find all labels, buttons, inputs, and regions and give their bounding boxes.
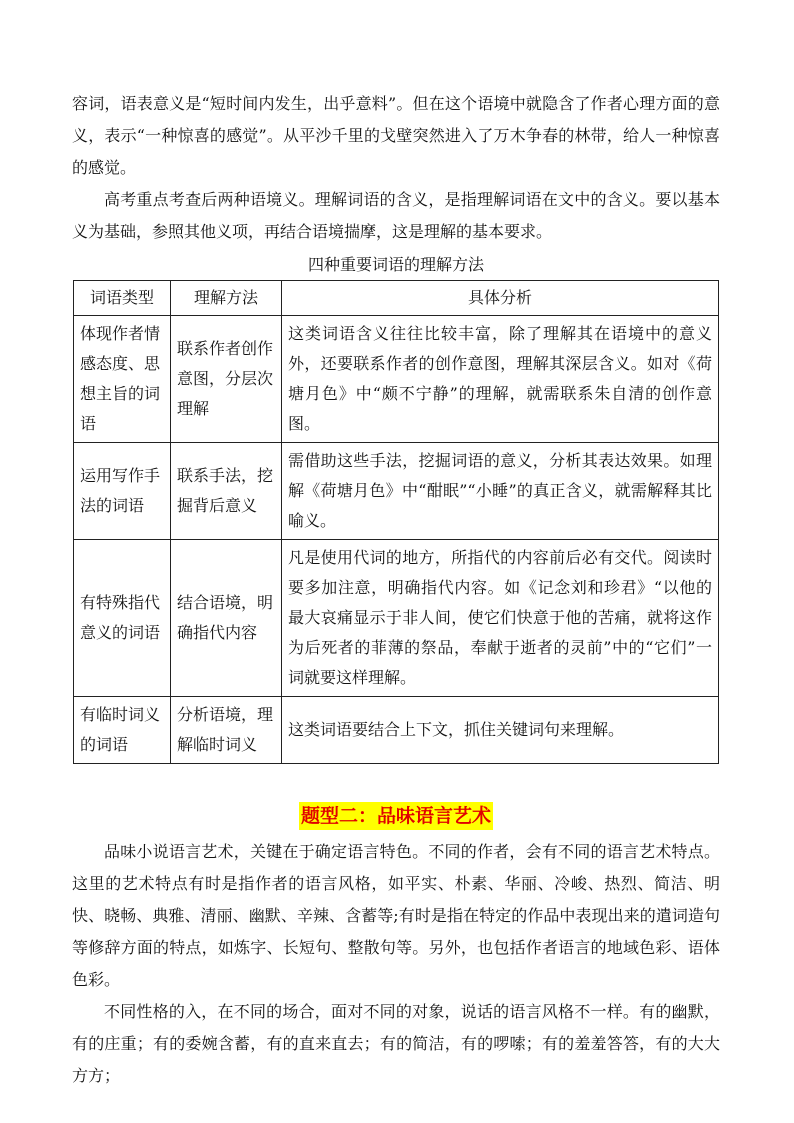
cell-word-type: 有特殊指代意义的词语 [74, 540, 171, 697]
cell-word-type: 运用写作手法的词语 [74, 443, 171, 540]
cell-method: 结合语境，明确指代内容 [171, 540, 282, 697]
cell-analysis: 这类词语要结合上下文，抓住关键词句来理解。 [282, 697, 719, 764]
word-method-table [73, 280, 719, 764]
intro-paragraph-1: 容词，语表意义是“短时间内发生，出乎意料”。但在这个语境中就隐含了作者心理方面的意义，表示“一种惊喜的感觉”。从平沙千里的戈壁突然进入了万木争春的林带，给人一种惊喜的感觉。 [72, 94, 720, 177]
header-word-type: 词语类型 [74, 281, 171, 316]
document-page [72, 88, 720, 1092]
cell-analysis: 需借助这些手法，挖掘词语的意义，分析其表达效果。如理解《荷塘月色》中“酣眠”“小睡”的真正含义，就需解释其比喻义。 [282, 443, 719, 540]
cell-word-type: 有临时词义的词语 [74, 697, 171, 764]
table-row [74, 443, 719, 540]
section-heading: 题型二：品味语言艺术 [299, 802, 493, 830]
table-row [74, 540, 719, 697]
table-row [74, 316, 719, 443]
cell-analysis: 这类词语含义往往比较丰富，除了理解其在语境中的意义外，还要联系作者的创作意图，理解其深层含义。如对《荷塘月色》中“颇不宁静”的理解，就需联系朱自清的创作意图。 [282, 316, 719, 443]
table-header-row [74, 281, 719, 316]
cell-word-type: 体现作者情感态度、思想主旨的词语 [74, 316, 171, 443]
section-heading-wrap [72, 802, 720, 830]
table-row [74, 697, 719, 764]
cell-method: 分析语境，理解临时词义 [171, 697, 282, 764]
header-analysis: 具体分析 [282, 281, 719, 316]
cell-method: 联系作者创作意图，分层次理解 [171, 316, 282, 443]
section-paragraph-1: 品味小说语言艺术，关键在于确定语言特色。不同的作者，会有不同的语言艺术特点。这里的艺术特点有时是指作者的语言风格，如平实、朴素、华丽、冷峻、热烈、简洁、明快、晓畅、典雅、清丽、幽默、辛辣、含蓄等;有时是指在特定的作品中表现出来的遣词造句等修辞方面的特点，如炼字、长短句、整散句等。另外，也包括作者语言的地域色彩、语体色彩。 [72, 842, 720, 989]
header-method: 理解方法 [171, 281, 282, 316]
cell-method: 联系手法，挖掘背后意义 [171, 443, 282, 540]
table-caption: 四种重要词语的理解方法 [307, 255, 484, 274]
section-paragraph-2: 不同性格的入，在不同的场合，面对不同的对象，说话的语言风格不一样。有的幽默，有的庄重；有的委婉含蓄，有的直来直去；有的简洁，有的啰嗦；有的羞羞答答，有的大大方方； [72, 1002, 720, 1085]
cell-analysis: 凡是使用代词的地方，所指代的内容前后必有交代。阅读时要多加注意，明确指代内容。如《记念刘和珍君》“以他的最大哀痛显示于非人间，使它们快意于他的苦痛，就将这作为后死者的菲薄的祭品，奉献于逝者的灵前”中的“它们”一词就要这样理解。 [282, 540, 719, 697]
intro-paragraph-2: 高考重点考查后两种语境义。理解词语的含义，是指理解词语在文中的含义。要以基本义为基础，参照其他义项，再结合语境揣摩，这是理解的基本要求。 [72, 190, 720, 241]
